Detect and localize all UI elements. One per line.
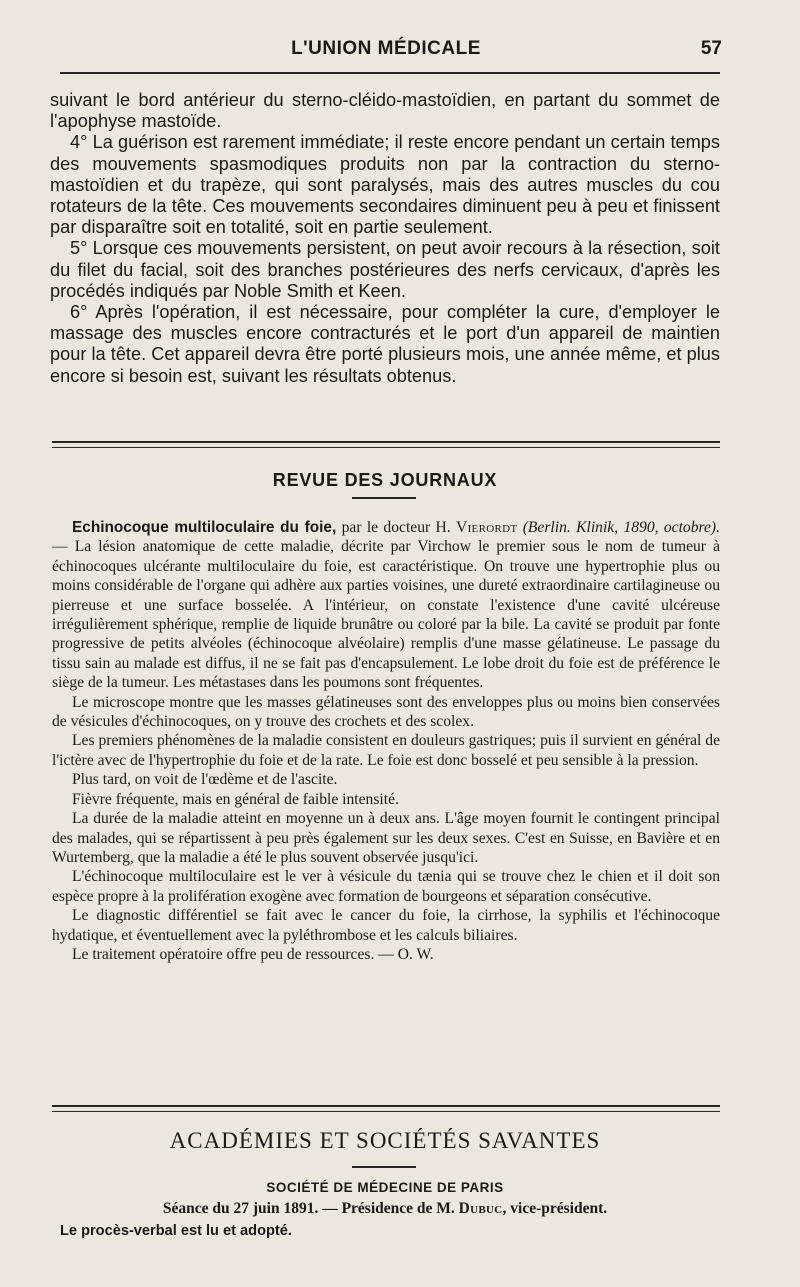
paragraph: 4° La guérison est rarement immédiate; il reste encore pendant un certain temps des mouvements spasmodiques produits non par la contraction du sterno-mastoïdien et du trapèze, qui sont paralysés, mais des autres muscles du cou rotateurs de la tête. Ces mouvements secondaires diminuent peu à peu et finissent par disparaître soit en totalité, soit en partie seulement. <box>50 132 720 238</box>
section-divider <box>52 441 720 448</box>
paragraph: Fièvre fréquente, mais en général de faible intensité. <box>72 790 399 808</box>
heading-rule <box>352 1166 416 1168</box>
paragraph: L'échinocoque multiloculaire est le ver à vésicule du tænia qui se trouve chez le chien et il doit son espèce propre à la prolifération exogène avec formation de bourgeons et séparation consécutive. <box>52 868 720 905</box>
heading-rule <box>352 497 416 499</box>
paragraph: Le traitement opératoire offre peu de ressources. — O. W. <box>72 945 434 963</box>
session-suffix: , vice-président. <box>502 1200 608 1217</box>
session-line <box>50 1200 720 1218</box>
session-text: Séance du 27 juin 1891. — Présidence de M. <box>162 1200 455 1217</box>
paragraph: suivant le bord antérieur du sterno-cléido-mastoïdien, en partant du sommet de l'apophyse mastoïde. <box>50 90 720 132</box>
source-citation: (Berlin. Klinik, 1890, octobre). <box>522 519 721 536</box>
section-divider <box>52 1105 720 1112</box>
section-heading: ACADÉMIES ET SOCIÉTÉS SAVANTES <box>169 1128 601 1153</box>
running-head <box>52 38 720 66</box>
paragraph: Le microscope montre que les masses gélatineuses sont des enveloppes plus ou moins bien conservées de vésicules d'échinocoques, on y trouve des crochets et des scolex. <box>52 693 720 731</box>
article-continuation <box>50 90 720 387</box>
review-lead-paragraph <box>52 518 720 693</box>
author-name: Vierordt <box>456 519 518 536</box>
paragraph: Plus tard, on voit de l'œdème et de l'ascite. <box>72 771 338 789</box>
paragraph: La durée de la maladie atteint en moyenne un à deux ans. L'âge moyen fournit le contingent principal des malades, qui se répartissent à peu près également sur les deux sexes. C'est en Suisse, en Bavière et en Wurtemberg, que la maladie a été le plus souvent observée jusqu'ici. <box>52 810 720 866</box>
section-heading: REVUE DES JOURNAUX <box>272 470 498 490</box>
running-title: L'UNION MÉDICALE <box>291 38 481 59</box>
byline: par le docteur H. <box>341 519 451 536</box>
paragraph: 6° Après l'opération, il est nécessaire, pour compléter la cure, d'employer le massage des muscles encore contracturés et le port d'un appareil de maintien pour la tête. Cet appareil devra être porté plusieurs mois, une année même, et plus encore si besoin est, suivant les résultats obtenus. <box>50 302 720 386</box>
paragraph: 5° Lorsque ces mouvements persistent, on peut avoir recours à la résection, soit du filet du facial, soit des branches postérieures des nerfs cervicaux, d'après les procédés indiqués par Noble Smith et Keen. <box>50 238 720 301</box>
header-rule <box>60 72 720 74</box>
president-name: Dubuc <box>458 1200 503 1217</box>
journal-review <box>52 518 720 964</box>
page-number: 57 <box>700 38 722 59</box>
article-title: Echinocoque multiloculaire du foie, <box>72 519 337 536</box>
paragraph-text: — La lésion anatomique de cette maladie, décrite par Virchow le premier sous le nom de tumeur à échinocoques ulcérante multiloculaire du foie, est caractéristique. On trouve une hypertrophie plus ou moins considérable de l'organe qui adhère aux parties voisines, une dureté extraordinaire cartilagineuse ou pierreuse et une surface bosselée. A l'intérieur, on constate l'existence d'une cavité ulcéreuse irrégulièrement sphérique, remplie de liquide brunâtre ou coloré par la bile. La cavité se produit par fonte progressive de petits alvéoles (échinocoque alvéolaire) remplis d'une masse gélatineuse. Le passage du tissu sain au malade est diffus, il ne se fait pas d'encapsulement. Le lobe droit du foie est de préférence le siège de la tumeur. Les métastases dans les poumons sont fréquentes. <box>52 538 720 692</box>
society-name: SOCIÉTÉ DE MÉDECINE DE PARIS <box>266 1180 504 1195</box>
paragraph: Le diagnostic différentiel se fait avec le cancer du foie, la cirrhose, la syphilis et l'échinocoque hydatique, et éventuellement avec la pyléthrombose et les calculs biliaires. <box>52 907 720 944</box>
paragraph: Les premiers phénomènes de la maladie consistent en douleurs gastriques; puis il survient en général de l'ictère avec de l'hypertrophie du foie et de la rate. Le foie est donc bosselé et peu sensible à la pression. <box>52 732 720 769</box>
minutes-line: Le procès-verbal est lu et adopté. <box>60 1223 292 1239</box>
